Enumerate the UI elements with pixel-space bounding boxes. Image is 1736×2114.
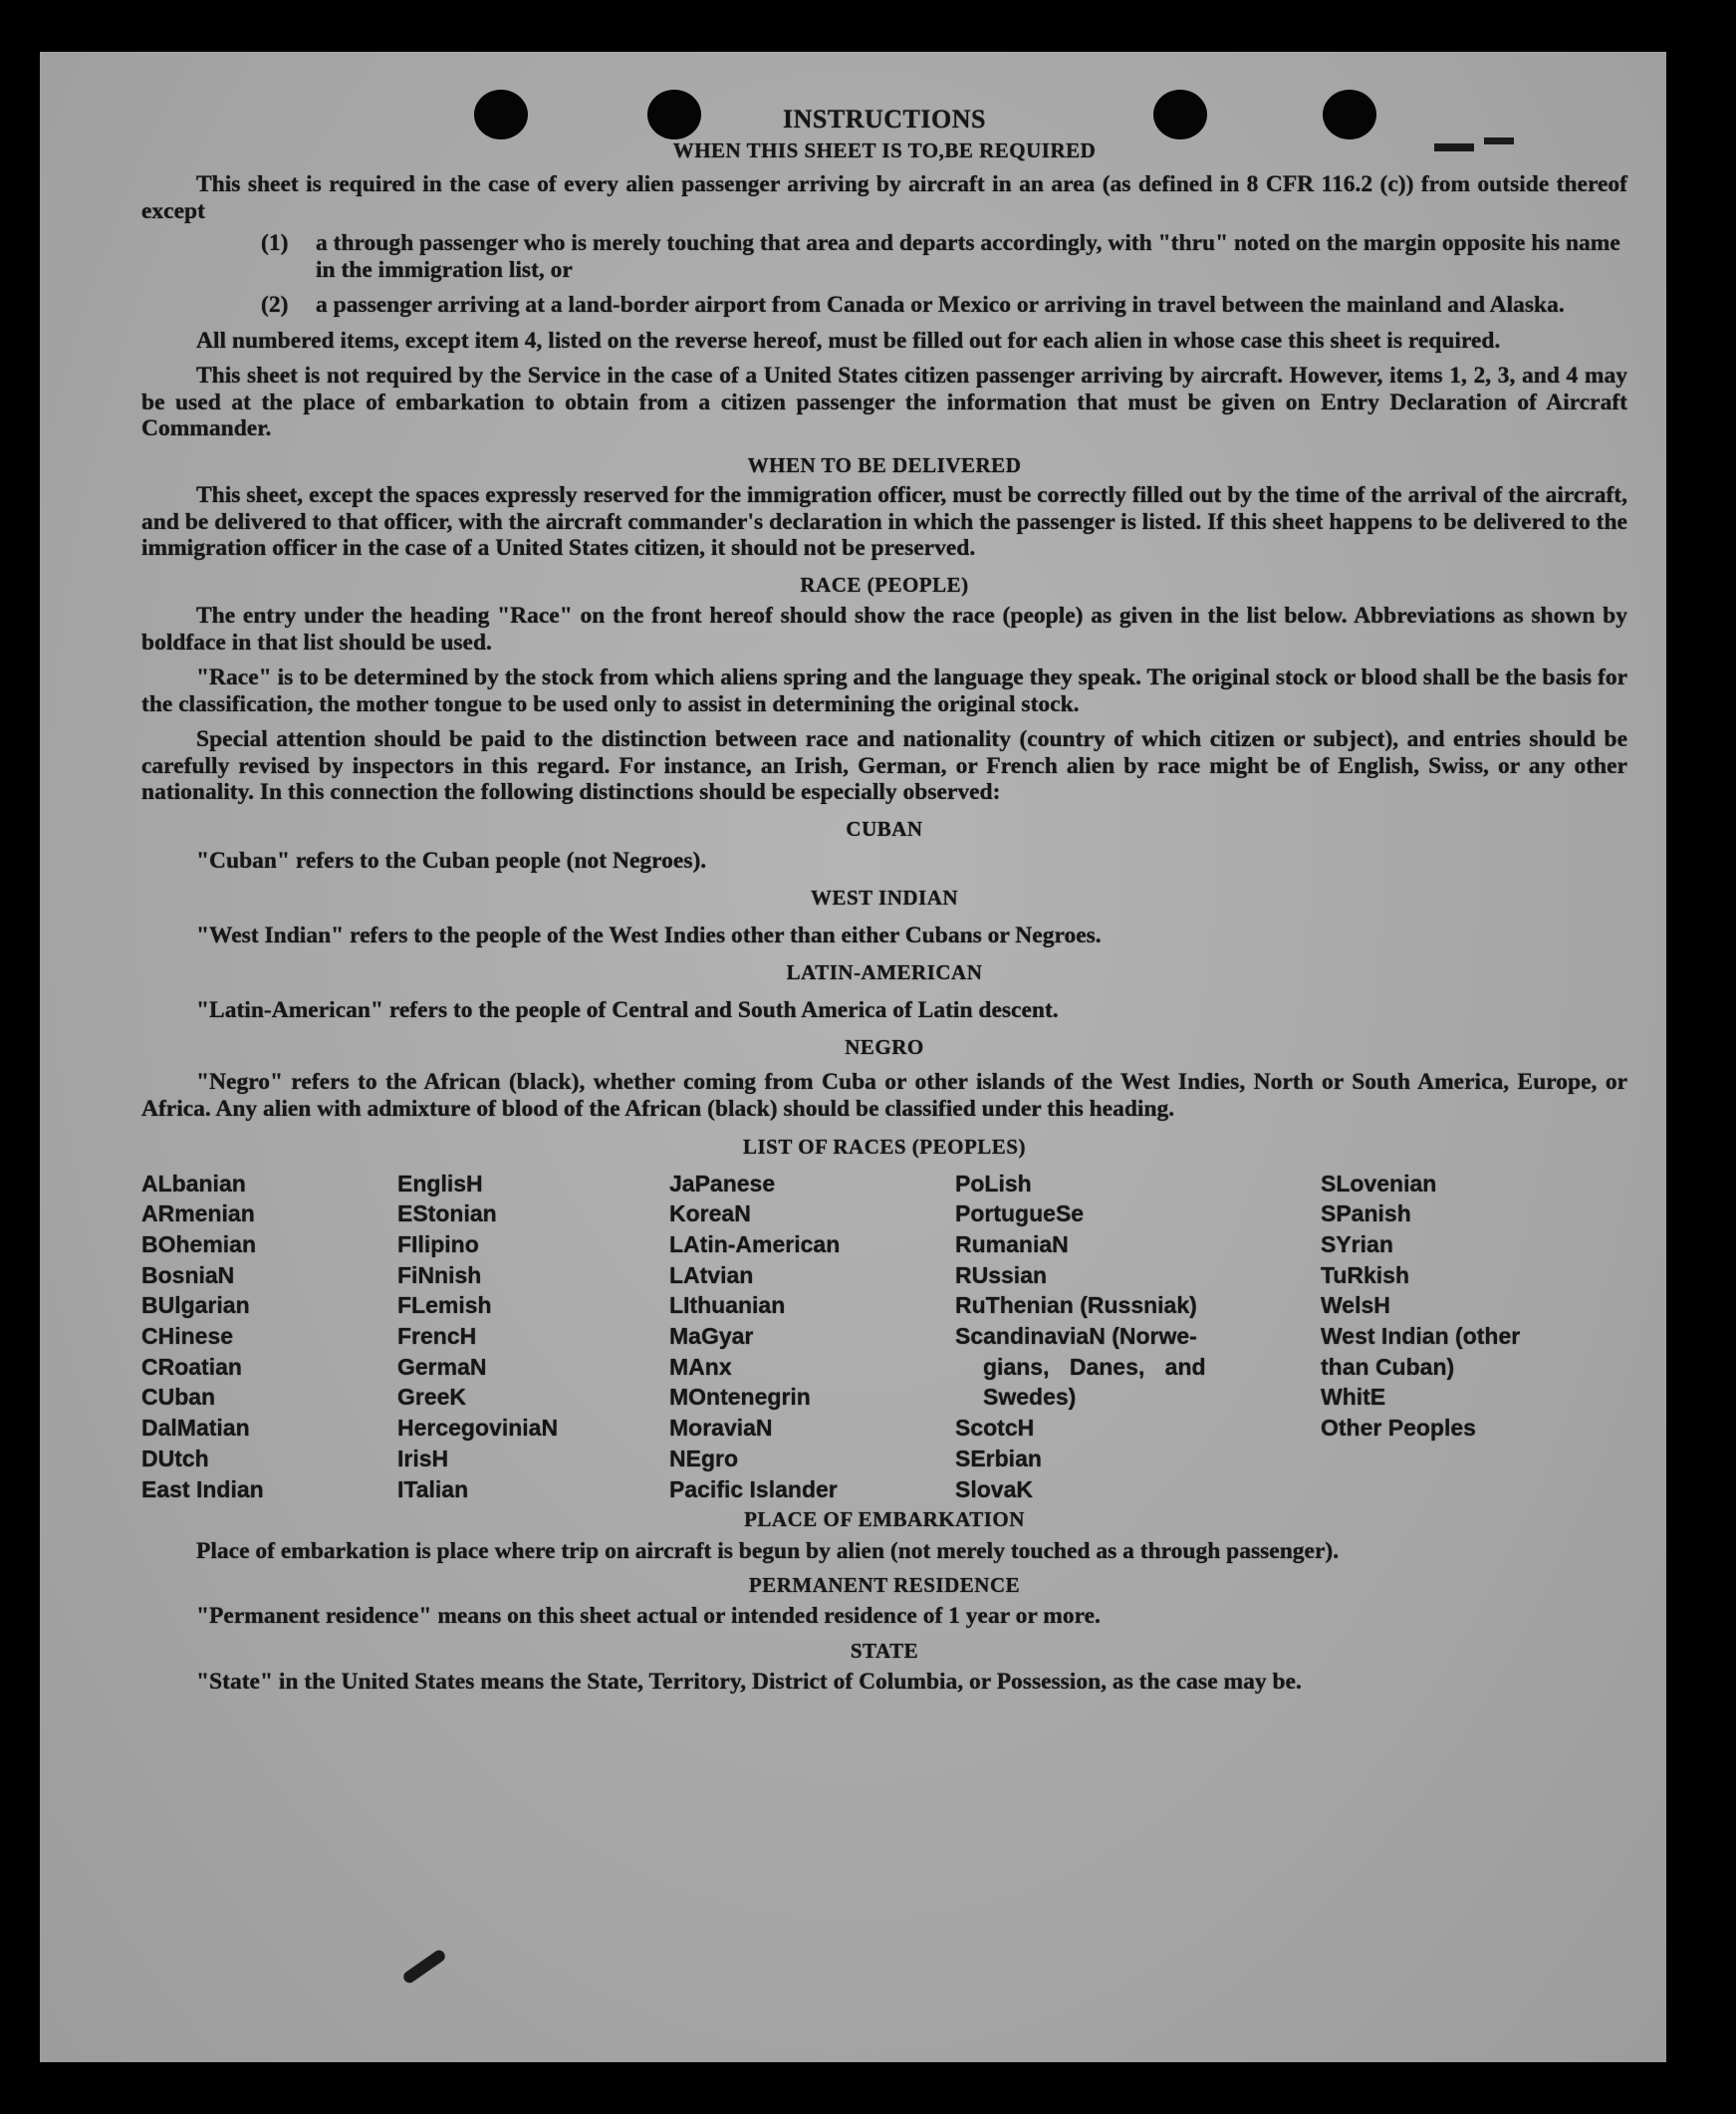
race-entry: MoraviaN — [669, 1415, 773, 1442]
race-entry: FIlipino — [397, 1230, 479, 1257]
race-entry: EnglisH — [397, 1170, 483, 1196]
instructions-content — [141, 107, 1627, 1695]
embarkation-text: Place of embarkation is place where trip on aircraft is begun by alien (not merely touched as a through passenger). — [196, 1537, 1340, 1564]
race-entry: CHinese — [141, 1323, 234, 1350]
section-heading-required: WHEN THIS SHEET IS TO,BE REQUIRED — [672, 137, 1097, 162]
races-column-4 — [955, 1169, 1321, 1505]
race-paragraph-2: "Race" is to be determined by the stock from which aliens spring and the language they speak. The original stock or blood shall be the basis for the classification, the mother tongue to be used only to assist in determining the original stock. — [141, 664, 1627, 717]
section-heading-race: RACE (PEOPLE) — [800, 572, 969, 597]
race-entry: SErbian — [955, 1445, 1042, 1471]
embarkation-heading: PLACE OF EMBARKATION — [744, 1507, 1025, 1532]
race-entry: WhitE — [1321, 1384, 1386, 1411]
race-entry: MAnx — [669, 1353, 732, 1380]
race-entry: CUban — [141, 1384, 216, 1411]
race-entry: SYrian — [1321, 1230, 1393, 1257]
race-paragraph-3: Special attention should be paid to the distinction between race and nationality (country of which citizen or subject), and entries should be carefully revised by inspectors in this regard. For instance, an Irish, German, or French alien by race might be of English, Swiss, or any other nationality. In this connection the following distinctions should be especially observed: — [141, 726, 1627, 805]
numbered-items-paragraph: All numbered items, except item 4, listed on the reverse hereof, must be filled out for each alien in whose case this sheet is required. — [196, 327, 1501, 354]
latin-american-heading: LATIN-AMERICAN — [786, 959, 983, 984]
races-column-5 — [1321, 1169, 1619, 1505]
races-list — [141, 1169, 1627, 1505]
race-entry: LAtvian — [669, 1261, 754, 1288]
race-entry: ITalian — [397, 1475, 469, 1502]
item-number: (2) — [261, 292, 289, 318]
state-text: "State" in the United States means the State, Territory, District of Columbia, or Possession, as the case may be. — [196, 1668, 1302, 1695]
state-heading: STATE — [850, 1639, 919, 1664]
latin-american-text: "Latin-American" refers to the people of Central and South America of Latin descent. — [196, 997, 1059, 1023]
race-entry: WelsH — [1321, 1292, 1390, 1319]
race-entry: TuRkish — [1321, 1261, 1410, 1288]
page-title: INSTRUCTIONS — [783, 105, 986, 133]
race-entry: SlovaK — [955, 1475, 1033, 1502]
race-entry: FrencH — [397, 1323, 477, 1350]
residence-text: "Permanent residence" means on this sheet actual or intended residence of 1 year or more. — [196, 1602, 1101, 1629]
race-entry: LAtin-American — [669, 1230, 841, 1257]
race-entry: BOhemian — [141, 1230, 257, 1257]
race-entry: Pacific Islander — [669, 1475, 838, 1502]
race-entry: KoreaN — [669, 1200, 751, 1227]
item-text: a through passenger who is merely touching that area and departs accordingly, with "thru" noted on the margin opposite his name in the immigration list, or — [316, 230, 1620, 283]
race-entry: BUlgarian — [141, 1292, 250, 1319]
race-entry: RuThenian (Russniak) — [955, 1292, 1197, 1319]
races-column-1 — [141, 1169, 397, 1505]
races-list-heading: LIST OF RACES (PEOPLES) — [743, 1135, 1026, 1159]
race-entry: PortugueSe — [955, 1200, 1085, 1227]
negro-text: "Negro" refers to the African (black), whether coming from Cuba or other islands of the West Indies, North or South America, Europe, or Africa. Any alien with admixture of blood of the African (black) should be classified under this heading. — [141, 1069, 1627, 1122]
race-paragraph-1: The entry under the heading "Race" on the front hereof should show the race (people) as given in the list below. Abbreviations as shown by boldface in that list should be used. — [141, 603, 1627, 656]
race-entry: GreeK — [397, 1384, 467, 1411]
exception-item-1 — [141, 230, 1627, 283]
race-entry: SLovenian — [1321, 1170, 1437, 1196]
race-entry: Other Peoples — [1321, 1415, 1476, 1442]
race-entry: GermaN — [397, 1353, 487, 1380]
races-column-3 — [669, 1169, 955, 1505]
negro-heading: NEGRO — [845, 1034, 924, 1059]
cuban-text: "Cuban" refers to the Cuban people (not Negroes). — [196, 848, 707, 874]
race-entry: MaGyar — [669, 1323, 754, 1350]
west-indian-heading: WEST INDIAN — [810, 885, 959, 910]
race-entry: ARmenian — [141, 1200, 255, 1227]
cuban-heading: CUBAN — [846, 816, 923, 841]
citizen-paragraph: This sheet is not required by the Service in the case of a United States citizen passenger arriving by aircraft. However, items 1, 2, 3, and 4 may be used at the place of embarkation to obtain from a citizen passenger the information that must be given on Entry Declaration of Aircraft Commander. — [141, 363, 1627, 441]
race-entry: ScotcH — [955, 1415, 1035, 1442]
race-entry: gians, Danes, and — [983, 1353, 1206, 1380]
west-indian-text: "West Indian" refers to the people of the West Indies other than either Cubans or Negroes. — [196, 923, 1102, 948]
race-entry: RUssian — [955, 1261, 1048, 1288]
race-entry: RumaniaN — [955, 1230, 1069, 1257]
race-entry: DUtch — [141, 1445, 209, 1471]
document-sheet — [40, 52, 1666, 2062]
race-entry: DalMatian — [141, 1415, 250, 1442]
race-entry: NEgro — [669, 1445, 738, 1471]
exception-item-2 — [141, 292, 1627, 319]
race-entry: EStonian — [397, 1200, 497, 1227]
required-intro: This sheet is required in the case of every alien passenger arriving by aircraft in an area (as defined in 8 CFR 116.2 (c)) from outside thereof except — [141, 171, 1627, 224]
item-text: a passenger arriving at a land-border airport from Canada or Mexico or arriving in travel between the mainland and Alaska. — [316, 292, 1565, 318]
race-entry: FLemish — [397, 1292, 492, 1319]
race-entry: ALbanian — [141, 1170, 246, 1196]
race-entry: BosniaN — [141, 1261, 235, 1288]
race-entry: CRoatian — [141, 1353, 242, 1380]
race-entry: West Indian (other — [1321, 1323, 1521, 1350]
race-entry: FiNnish — [397, 1261, 482, 1288]
race-entry: East Indian — [141, 1475, 264, 1502]
race-entry: HercegoviniaN — [397, 1415, 559, 1442]
race-entry: PoLish — [955, 1170, 1032, 1196]
section-heading-delivered: WHEN TO BE DELIVERED — [747, 452, 1022, 477]
races-column-2 — [397, 1169, 669, 1505]
race-entry: MOntenegrin — [669, 1384, 811, 1411]
residence-heading: PERMANENT RESIDENCE — [748, 1573, 1021, 1598]
race-entry: JaPanese — [669, 1170, 776, 1196]
race-entry: LIthuanian — [669, 1292, 786, 1319]
delivered-paragraph: This sheet, except the spaces expressly reserved for the immigration officer, must be correctly filled out by the time of the arrival of the aircraft, and be delivered to that officer, with the aircraft commander's declaration in which the passenger is listed. If this sheet happens to be delivered to the immigration officer in the case of a United States citizen, it should not be preserved. — [141, 482, 1627, 561]
race-entry: Swedes) — [983, 1384, 1077, 1411]
race-entry: IrisH — [397, 1445, 449, 1471]
ink-smudge — [401, 1948, 447, 1984]
race-entry: than Cuban) — [1321, 1353, 1455, 1380]
race-entry: SPanish — [1321, 1200, 1411, 1227]
race-entry: ScandinaviaN (Norwe- — [955, 1323, 1197, 1350]
item-number: (1) — [261, 230, 289, 256]
